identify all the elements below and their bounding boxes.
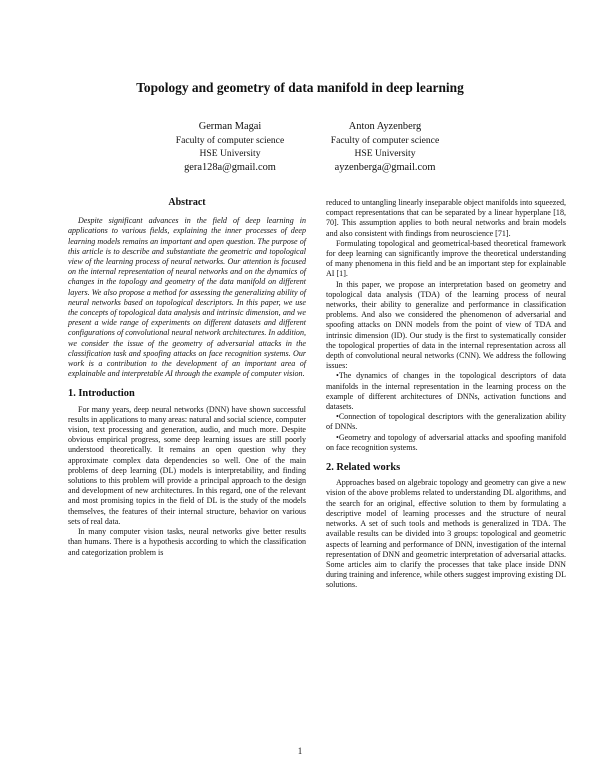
author-affiliation: Faculty of computer science bbox=[330, 134, 440, 146]
author-institution: HSE University bbox=[199, 148, 261, 159]
continued-paragraph: reduced to untangling linearly inseparable object manifolds into squeezed, compact representations that can be separated by a linear hyperplane [18, 70]. This assumption applies to both neural networks and brain models and also consistent with findings from neuroscience [71]. bbox=[326, 198, 566, 238]
intro-paragraph-2: In many computer vision tasks, neural networks give better results than humans. There is a hypothesis according to which the classification and categorization problem is bbox=[68, 527, 306, 557]
author-block-2 bbox=[305, 120, 465, 174]
paper-title: Topology and geometry of data manifold in deep learning bbox=[136, 80, 464, 95]
abstract-heading: Abstract bbox=[168, 197, 206, 208]
contribution-bullet: •Geometry and topology of adversarial attacks and spoofing manifold on face recognition systems. bbox=[326, 432, 566, 452]
author-name: German Magai bbox=[198, 121, 262, 132]
related-works-heading: 2. Related works bbox=[326, 462, 401, 474]
author-name: Anton Ayzenberg bbox=[348, 121, 422, 132]
right-column bbox=[326, 198, 566, 591]
introduction-heading: 1. Introduction bbox=[68, 388, 135, 400]
contribution-bullet: •Connection of topological descriptors with the generalization ability of DNNs. bbox=[326, 412, 566, 432]
abstract-text: Despite significant advances in the field of deep learning in applications to various fields, explaining the inner processes of deep learning models remains an important and open question. The purpose of this article is to describe and substantiate the geometric and topological view of the learning process of neural networks. Our attention is focused on the internal representation of neural networks and on the dynamics of changes in the topology and geometry of the data manifold on different layers. We also propose a method for assessing the generalizing ability of neural networks based on topological descriptors. In this paper, we use the concepts of topological data analysis and intrinsic dimension, and we present a wide range of experiments on different datasets and different configurations of convolutional neural network architectures. In addition, we consider the issue of the geometry of adversarial attacks in the classification task and spoofing attacks on face recognition systems. Our work is a contribution to the development of an important area of explainable and interpretable AI through the example of computer vision. bbox=[68, 216, 306, 379]
framework-paragraph: Formulating topological and geometrical-based theoretical framework for deep learning can significantly improve the theoretical understanding of many phenomena in this field and be an important step for explainable AI [1]. bbox=[326, 238, 566, 279]
left-column bbox=[68, 198, 306, 558]
author-email: gera128a@gmail.com bbox=[184, 161, 276, 173]
contribution-bullet: •The dynamics of changes in the topological descriptors of data manifolds in the internal representation in the learning process on the example of different architectures of DNNs, activation functions and datasets. bbox=[326, 371, 566, 412]
author-affiliation: Faculty of computer science bbox=[175, 134, 285, 146]
related-works-paragraph: Approaches based on algebraic topology and geometry can give a new vision of the above problems related to understanding DL algorithms, and the search for an original, effective solution to them by formulating a descriptive model of learning processes and the structure of neural networks. A set of such tools and methods is generalized in TDA. The available results can be divided into 3 groups: topological and geometric aspects of learning and performance of DNN, investigation of the internal representation of DNN and geometric interpretation of adversarial attacks. Some articles aim to clarify the processes that take place inside DNN during training and inference, while others suggest improving existing DL solutions. bbox=[326, 478, 566, 590]
page-number: 1 bbox=[297, 746, 303, 756]
contribution-paragraph: In this paper, we propose an interpretation based on geometry and topological data analysis (TDA) of the learning process of neural networks, their ability to generalize and performance in classification problems. And also we considered the phenomenon of adversarial and spoofing attacks on DNN models from the point of view of TDA and intrinsic dimension (ID). Our study is the first to systematically consider the topological properties of data in the internal representation across all depth of convolutional neural networks (CNN). We address the following issues: bbox=[326, 279, 566, 371]
intro-paragraph-1: For many years, deep neural networks (DNN) have shown successful results in applications to many areas: natural and social science, computer vision, text processing and generation, audio, and much more. Despite obvious empirical progress, some deep learning issues are still poorly understood theoretically. It remains an open question why they approximate complex data dependencies so well. One of the main problems of deep learning (DL) models is interpretability, and finding solutions to this problem will provide a principal approach to the design and development of new architectures. In this regard, one of the relevant and most promising topics in the field of DL is the study of the models themselves, the features of their internal structure, behavior on various sets of real data. bbox=[68, 404, 306, 526]
author-block-1 bbox=[150, 120, 310, 174]
author-institution: HSE University bbox=[354, 148, 416, 159]
author-email: ayzenberga@gmail.com bbox=[334, 161, 436, 173]
